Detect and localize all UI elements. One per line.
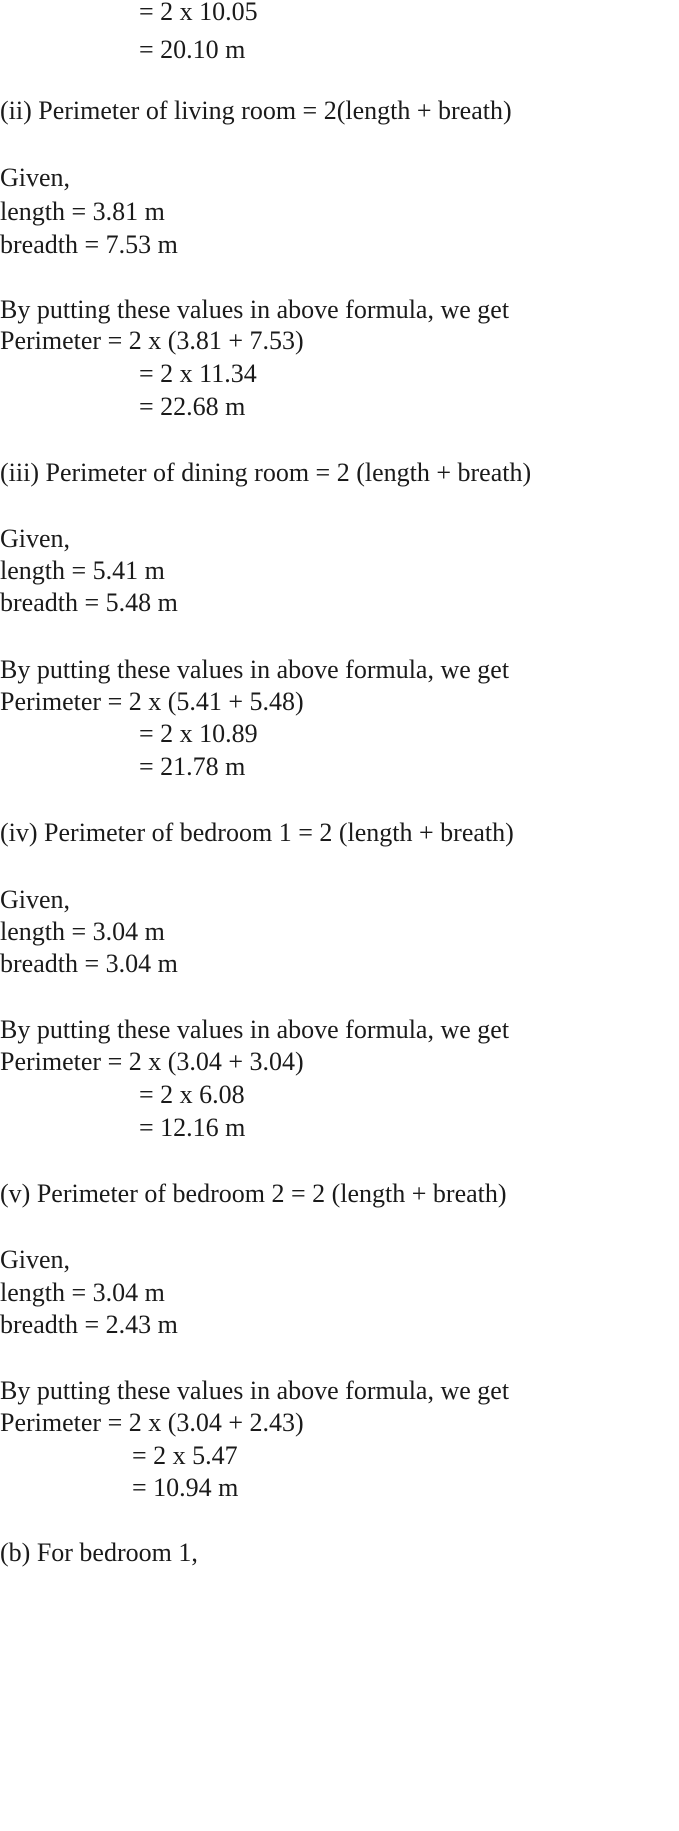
bedroom1-length: length = 3.04 m bbox=[0, 917, 165, 946]
dining-perimeter-result: = 21.78 m bbox=[139, 752, 246, 781]
dining-perimeter-step: = 2 x 10.89 bbox=[139, 719, 258, 748]
previous-result-line: = 20.10 m bbox=[139, 35, 246, 64]
bedroom1-perimeter-result: = 12.16 m bbox=[139, 1113, 246, 1142]
bedroom2-breadth: breadth = 2.43 m bbox=[0, 1310, 178, 1339]
bedroom1-perimeter-step: = 2 x 6.08 bbox=[139, 1080, 245, 1109]
living-putting-values: By putting these values in above formula, we get bbox=[0, 295, 510, 324]
bedroom2-perimeter-step: = 2 x 5.47 bbox=[132, 1441, 238, 1470]
bedroom2-given-label: Given, bbox=[0, 1245, 71, 1274]
bedroom1-breadth: breadth = 3.04 m bbox=[0, 949, 178, 978]
living-perimeter-step: = 2 x 11.34 bbox=[139, 359, 257, 388]
bedroom1-perimeter-formula: Perimeter = 2 x (3.04 + 3.04) bbox=[0, 1047, 304, 1076]
bedroom2-heading: (v) Perimeter of bedroom 2 = 2 (length + breath) bbox=[0, 1179, 507, 1208]
previous-step-line: = 2 x 10.05 bbox=[139, 0, 258, 26]
bedroom2-putting-values: By putting these values in above formula, we get bbox=[0, 1376, 510, 1405]
living-perimeter-formula: Perimeter = 2 x (3.81 + 7.53) bbox=[0, 326, 304, 355]
living-perimeter-result: = 22.68 m bbox=[139, 392, 246, 421]
dining-breadth: breadth = 5.48 m bbox=[0, 588, 178, 617]
part-b-heading: (b) For bedroom 1, bbox=[0, 1538, 198, 1567]
dining-room-heading: (iii) Perimeter of dining room = 2 (length + breath) bbox=[0, 458, 532, 487]
bedroom2-perimeter-formula: Perimeter = 2 x (3.04 + 2.43) bbox=[0, 1408, 304, 1437]
dining-perimeter-formula: Perimeter = 2 x (5.41 + 5.48) bbox=[0, 687, 304, 716]
living-given-label: Given, bbox=[0, 163, 71, 192]
living-length: length = 3.81 m bbox=[0, 197, 165, 226]
bedroom1-heading: (iv) Perimeter of bedroom 1 = 2 (length + breath) bbox=[0, 818, 514, 847]
living-breadth: breadth = 7.53 m bbox=[0, 230, 178, 259]
living-room-heading: (ii) Perimeter of living room = 2(length + breath) bbox=[0, 96, 512, 125]
bedroom1-given-label: Given, bbox=[0, 885, 71, 914]
dining-given-label: Given, bbox=[0, 524, 71, 553]
dining-length: length = 5.41 m bbox=[0, 556, 165, 585]
bedroom2-perimeter-result: = 10.94 m bbox=[132, 1473, 239, 1502]
dining-putting-values: By putting these values in above formula, we get bbox=[0, 655, 510, 684]
bedroom2-length: length = 3.04 m bbox=[0, 1278, 165, 1307]
bedroom1-putting-values: By putting these values in above formula, we get bbox=[0, 1015, 510, 1044]
